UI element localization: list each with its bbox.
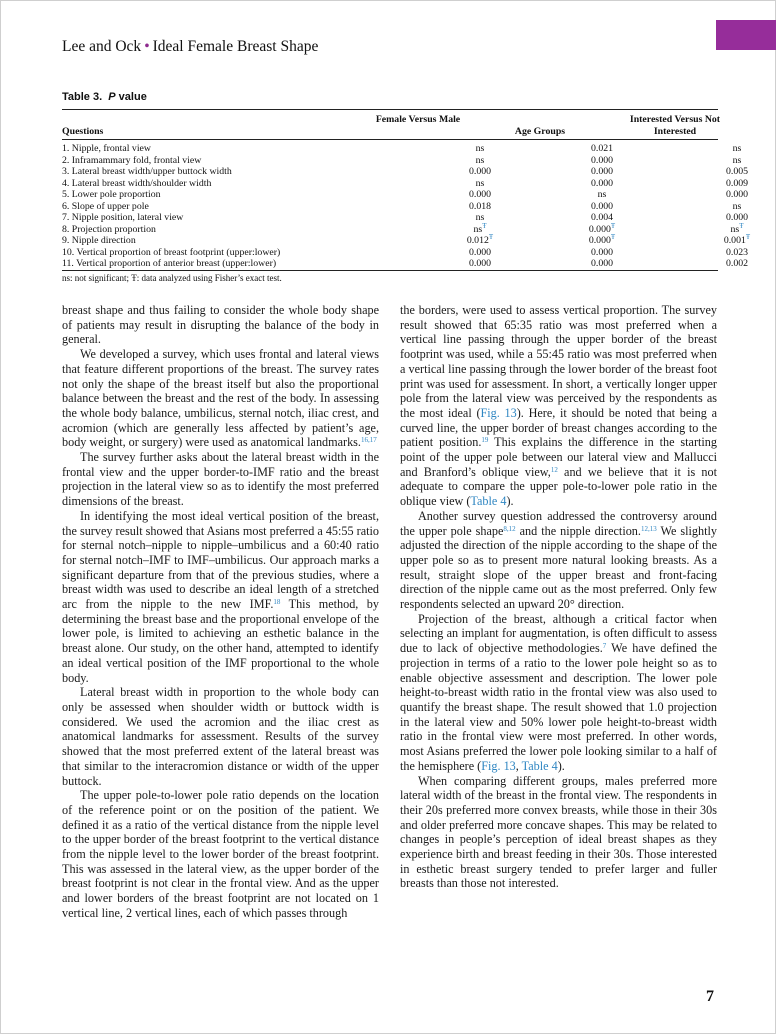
age-groups-cell: 0.000 bbox=[590, 246, 614, 258]
citation-18[interactable]: 18 bbox=[273, 598, 281, 607]
paragraph bbox=[400, 509, 717, 612]
interested-cell: 0.005 bbox=[725, 166, 749, 177]
text-run: We slightly adjusted the direction of the nipple according to the shape of the upper pole so as to present more natural looking breasts. As a result, straight slope of the upper breast and front-facing direction of the nipple came out as the most preferred. Only few respondents selected an upward 20° direction. bbox=[400, 523, 717, 612]
text-run: In identifying the most ideal vertical position of the breast, the survey result showed that Asians most preferred a 45:55 ratio for sternal notch–nipple to nipple–umbilicus and a 60:40 ratio for sternal notch–IMF to IMF–umbilicus. Our approach marks a significant departure from that of the previous studies, where a breast width was used to describe an ideal length of a stretched arc from the nipple to the new IMF. bbox=[62, 508, 379, 612]
age-groups-cell: ns bbox=[597, 189, 607, 200]
female-male-cell: 0.000 bbox=[468, 166, 492, 177]
cell-value: 0.001 bbox=[723, 235, 746, 246]
citation-16-17[interactable]: 16,17 bbox=[360, 436, 377, 445]
text-run: ). bbox=[506, 494, 514, 509]
table-row bbox=[62, 233, 751, 247]
text-run: and the nipple direction. bbox=[515, 523, 641, 538]
table-caption-rest: value bbox=[115, 91, 147, 103]
header-title: Ideal Female Breast Shape bbox=[152, 38, 319, 55]
section-color-tab bbox=[716, 20, 776, 50]
interested-cell: 0.009 bbox=[725, 177, 749, 189]
paragraph bbox=[62, 347, 379, 450]
female-male-cell bbox=[432, 235, 528, 247]
table-caption bbox=[62, 91, 147, 103]
cell-value: 0.000 bbox=[588, 223, 611, 235]
header-authors: Lee and Ock bbox=[62, 38, 142, 55]
text-run: We have defined the projection in terms of a ratio to the lower pole height so as to enable objective assessment and description. The lower pole height-to-breast width ratio in the frontal view was also used to quantify the breast shape. The result showed that 1.0 projection in the lateral view and 50% lower pole height-to-breast width ratio in the frontal view were most preferred. In other words, most Asians preferred the lower pole looking similar to a half of the hemisphere ( bbox=[400, 641, 717, 773]
question-cell: 11. Vertical proportion of anterior breast (upper:lower) bbox=[62, 258, 277, 269]
age-groups-cell: 0.000 bbox=[590, 166, 614, 177]
table-row bbox=[62, 166, 749, 178]
age-groups-cell: 0.004 bbox=[590, 212, 614, 223]
text-run: , bbox=[515, 758, 522, 773]
female-male-cell: 0.000 bbox=[468, 246, 492, 258]
fisher-mark: Ŧ bbox=[488, 233, 494, 241]
cell-value: 0.012 bbox=[466, 235, 489, 246]
table-row bbox=[62, 154, 742, 167]
text-run: We developed a survey, which uses frontal and lateral views that feature different proportions of the breast. The survey rates not only the shape of the breast itself but also the proportional balance between the breast and the rest of the body. In assessing the whole body balance, umbilicus, sternal notch, iliac crest, and acromion (which are generally less affected by patient’s age, body weight, or surgery) were used as anatomical landmarks. bbox=[62, 347, 379, 450]
paragraph: Lateral breast width in proportion to the whole body can only be assessed when shoulder width or buttock width is considered. We used the acromion and the iliac crest as anatomical landmarks for assessment. Results of the survey showed that the most preferred extent of the lateral breast was that similar to the interacromion distance or width of the upper buttock. bbox=[62, 685, 379, 788]
female-male-cell: ns bbox=[475, 154, 485, 166]
table-row bbox=[62, 189, 749, 201]
interested-cell: 0.002 bbox=[725, 258, 749, 269]
table-bottom-rule bbox=[62, 270, 718, 271]
paragraph bbox=[400, 303, 717, 509]
text-run: the borders, were used to assess vertical proportion. The survey result showed that 65:35 ratio was most preferred when a vertical line passing through the upper border of the breast footprint was used, while a 55:45 ratio was most preferred when a vertical line passing through the lower border of the breast foot print was used for assessment. In short, a vertically longer upper pole from the lateral view was perceived by the respondents as the most ideal ( bbox=[400, 303, 717, 420]
question-cell: 10. Vertical proportion of breast footprint (upper:lower) bbox=[62, 246, 281, 258]
female-male-cell: ns bbox=[475, 212, 485, 223]
interested-cell: 0.000 bbox=[725, 189, 749, 200]
col-header-questions: Questions bbox=[62, 126, 104, 137]
citation-12[interactable]: 12 bbox=[550, 465, 558, 474]
left-column bbox=[62, 303, 379, 921]
table-4-link[interactable]: Table 4 bbox=[470, 494, 507, 509]
cell-value: ns bbox=[730, 223, 740, 235]
paragraph: The survey further asks about the lateral breast width in the frontal view and the upper border-to-IMF ratio and the breast projection in the lateral view so as to identify the most preferred dimensions of the breast. bbox=[62, 450, 379, 509]
question-cell: 1. Nipple, frontal view bbox=[62, 143, 151, 154]
text-run: This method, by determining the breast base and the proportional envelope of the lower pole, is limited to achieving an esthetic balance in the breast alone. Our study, on the other hand, attempted to identify an ideal vertical position of the IMF proportional to the whole body. bbox=[62, 597, 379, 685]
table-row bbox=[62, 258, 749, 270]
table-header-rule bbox=[62, 139, 718, 140]
text-run: Projection of the breast, although a critical factor when selecting an implant for augmentation, is often difficult to assess due to lack of objective methodologies. bbox=[400, 611, 717, 656]
question-cell: 7. Nipple position, lateral view bbox=[62, 212, 184, 223]
age-groups-cell: 0.000 bbox=[590, 200, 614, 212]
col-header-age-groups: Age Groups bbox=[514, 126, 566, 137]
interested-cell bbox=[678, 235, 776, 247]
table-4-link[interactable]: Table 4 bbox=[521, 758, 558, 773]
cell-value: ns bbox=[473, 223, 483, 235]
question-cell: 2. Inframammary fold, frontal view bbox=[62, 154, 202, 166]
table-row bbox=[62, 177, 749, 190]
paragraph bbox=[62, 509, 379, 685]
age-groups-cell: 0.000 bbox=[590, 258, 614, 269]
paragraph: The upper pole-to-lower pole ratio depends on the location of the reference point or on the position of the patient. We defined it as a ratio of the vertical distance from the nipple level to the upper border of the breast footprint to the vertical distance from the nipple level to the lower border of the breast footprint. This was assessed in the lateral view, as the upper border of the breast footprint is not clear in the frontal view. And as the upper and lower borders of the breast footprint are not located on 1 vertical line, 2 vertical lines, each of which passes through bbox=[62, 788, 379, 920]
interested-cell: 0.023 bbox=[725, 246, 749, 258]
interested-cell: ns bbox=[732, 143, 742, 154]
question-cell: 4. Lateral breast width/shoulder width bbox=[62, 177, 212, 189]
question-cell: 9. Nipple direction bbox=[62, 235, 136, 246]
female-male-cell bbox=[432, 221, 528, 236]
table-row bbox=[62, 143, 742, 155]
female-male-cell: 0.000 bbox=[468, 189, 492, 200]
header-separator: • bbox=[144, 38, 150, 55]
fisher-mark: Ŧ bbox=[610, 233, 616, 241]
table-row bbox=[62, 221, 744, 236]
fisher-mark: Ŧ bbox=[482, 221, 487, 230]
paragraph: breast shape and thus failing to consider the whole body shape of patients may result in disrupting the balance of the body in general. bbox=[62, 303, 379, 347]
text-run: ). bbox=[557, 758, 565, 773]
running-header bbox=[62, 38, 318, 56]
table-top-rule bbox=[62, 109, 718, 110]
col-header-female-versus-male: Female Versus Male bbox=[375, 114, 461, 125]
table-caption-label: Table 3. bbox=[62, 91, 103, 103]
age-groups-cell: 0.000 bbox=[590, 154, 614, 166]
text-run: and we believe that it is not adequate to compare the upper pole-to-lower pole ratio in the oblique view ( bbox=[400, 464, 717, 509]
female-male-cell: ns bbox=[475, 143, 485, 154]
table-row bbox=[62, 200, 742, 213]
female-male-cell: 0.018 bbox=[468, 200, 492, 212]
interested-cell: ns bbox=[732, 154, 742, 166]
table-row bbox=[62, 212, 749, 224]
citation-7[interactable]: 7 bbox=[602, 642, 607, 651]
question-cell: 3. Lateral breast width/upper buttock width bbox=[62, 166, 232, 177]
page-number: 7 bbox=[706, 988, 714, 1005]
fig-13-link[interactable]: Fig. 13 bbox=[481, 758, 516, 773]
paragraph bbox=[400, 612, 717, 774]
cell-value: 0.000 bbox=[588, 235, 611, 246]
paragraph: When comparing different groups, males preferred more lateral width of the breast in the frontal view. The respondents in their 20s preferred more convex breasts, while those in their 30s and older preferred more concave shapes. This may be related to changes in people’s perception of ideal breast shapes as they experience birth and breast feeding in their 30s. Those interested in esthetic breast surgery tended to prefer larger and fuller breasts than those not interested. bbox=[400, 773, 717, 891]
interested-cell bbox=[678, 221, 776, 236]
text-run: Another survey question addressed the controversy around the upper pole shape bbox=[400, 508, 717, 538]
age-groups-cell bbox=[554, 221, 650, 236]
fisher-mark: Ŧ bbox=[610, 221, 616, 230]
fisher-mark: Ŧ bbox=[739, 221, 744, 230]
table-row bbox=[62, 246, 749, 259]
question-cell: 5. Lower pole proportion bbox=[62, 189, 161, 200]
question-cell: 6. Slope of upper pole bbox=[62, 200, 149, 212]
interested-cell: 0.000 bbox=[725, 212, 749, 223]
text-run: This explains the difference in the starting point of the upper pole between our lateral view and Mallucci and Branford’s oblique view, bbox=[400, 435, 717, 479]
age-groups-cell: 0.000 bbox=[590, 177, 614, 189]
right-column bbox=[400, 303, 717, 891]
citation-8-12[interactable]: 8,12 bbox=[503, 524, 516, 533]
age-groups-cell: 0.021 bbox=[590, 143, 614, 154]
citation-19[interactable]: 19 bbox=[481, 436, 489, 445]
fig-13-link[interactable]: Fig. 13 bbox=[480, 405, 517, 420]
table-caption-p: P bbox=[108, 91, 116, 103]
interested-cell: ns bbox=[732, 200, 742, 212]
col-header-interested: Interested Versus Not Interested bbox=[629, 114, 721, 137]
question-cell: 8. Projection proportion bbox=[62, 223, 156, 235]
fisher-mark: Ŧ bbox=[745, 233, 751, 241]
citation-12-13[interactable]: 12,13 bbox=[640, 524, 657, 533]
table-footnote: ns: not significant; Ŧ: data analyzed using Fisher’s exact test. bbox=[62, 273, 282, 283]
female-male-cell: ns bbox=[475, 177, 485, 189]
age-groups-cell bbox=[554, 235, 650, 247]
text-run: ). Here, it should be noted that being a curved line, the upper border of breast changes according to the patient position. bbox=[400, 405, 717, 450]
female-male-cell: 0.000 bbox=[468, 258, 492, 269]
